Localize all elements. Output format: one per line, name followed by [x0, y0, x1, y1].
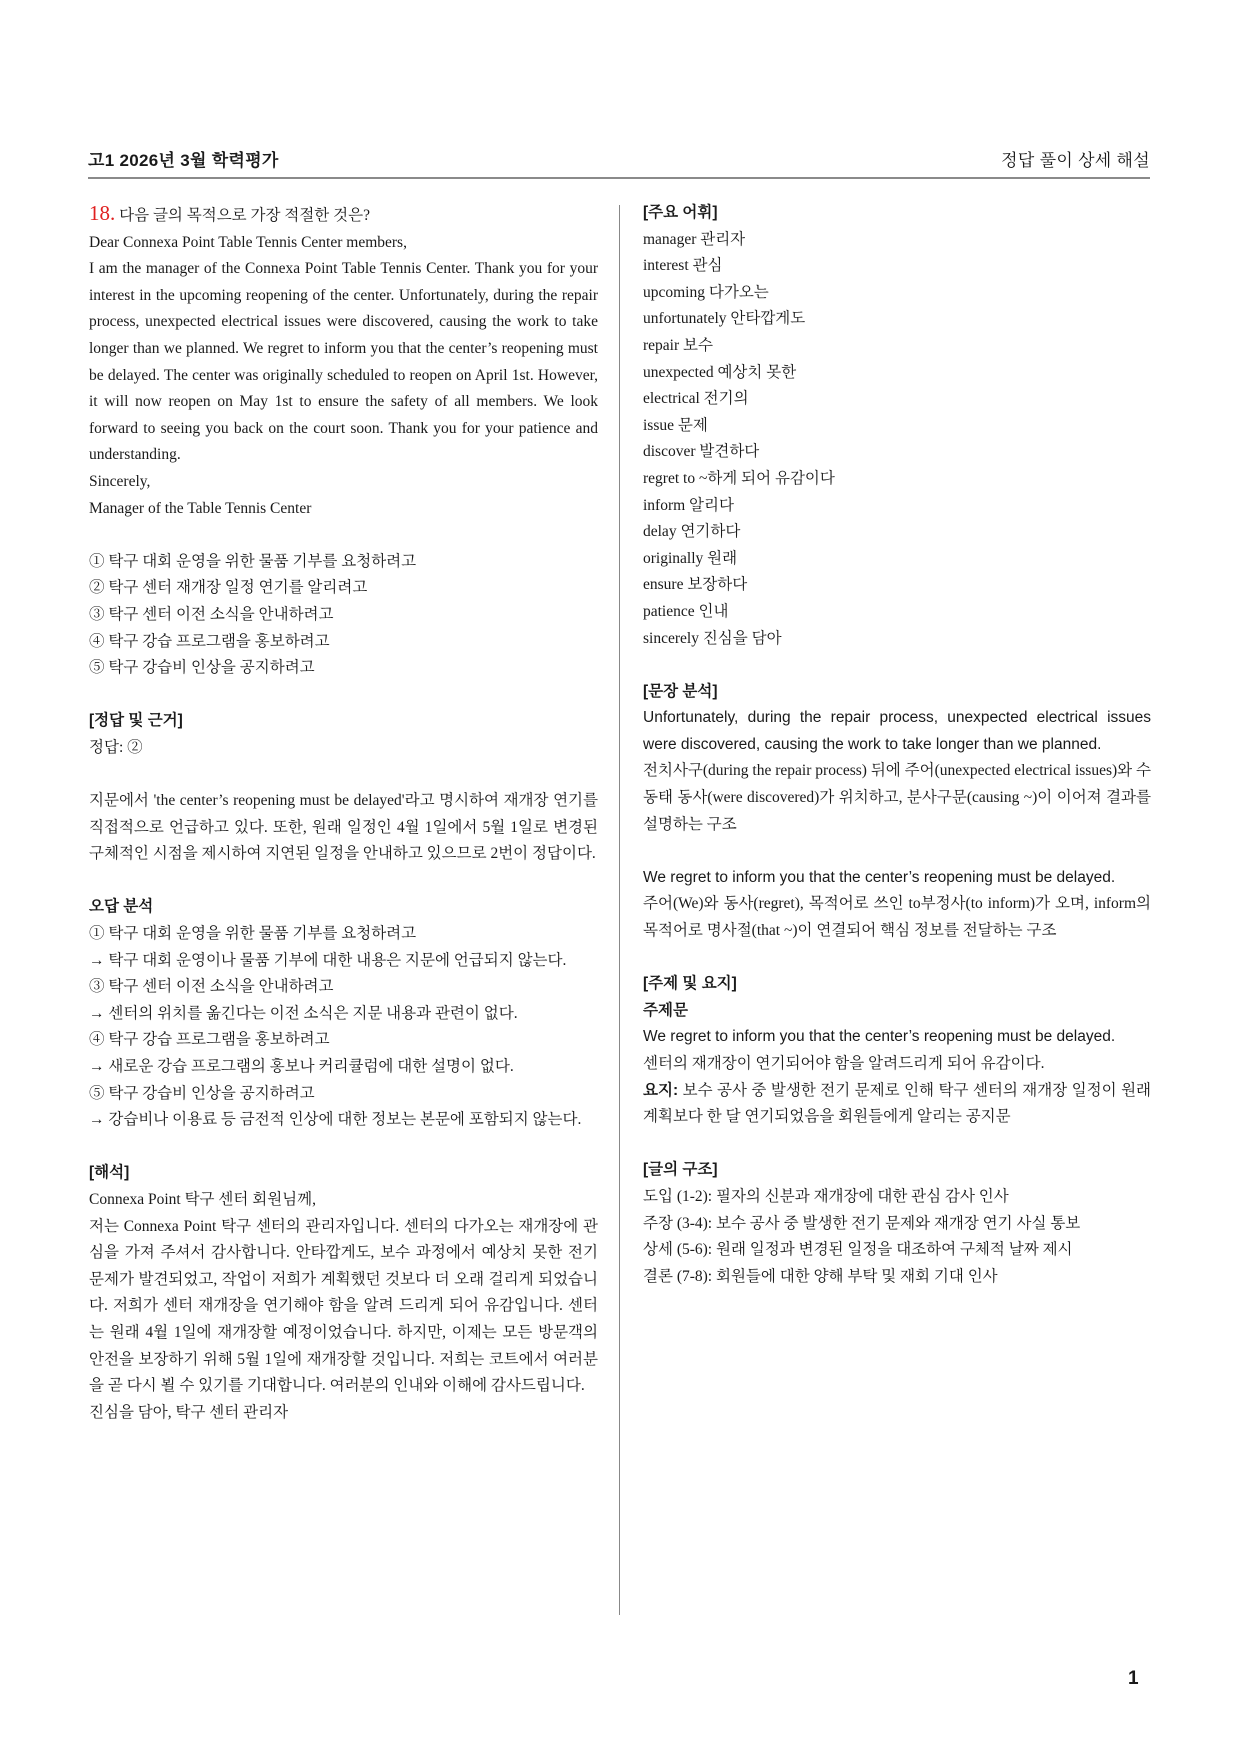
- passage-signature: Manager of the Table Tennis Center: [89, 499, 312, 517]
- choice-1: ① 탁구 대회 운영을 위한 물품 기부를 요청하려고: [89, 552, 417, 570]
- sentence-analysis-heading: [문장 분석]: [643, 682, 718, 700]
- right-column: [643, 200, 1151, 1290]
- topic-sentence: We regret to inform you that the center’s reopening must be delayed.: [643, 1028, 1116, 1046]
- choice-3: ③ 탁구 센터 이전 소식을 안내하려고: [89, 605, 334, 623]
- structure-item-detail: 상세 (5-6): 원래 일정과 변경된 일정을 대조하여 구체적 날짜 제시: [643, 1241, 1073, 1259]
- wrong-choice-5: ⑤ 탁구 강습비 인상을 공지하려고: [89, 1084, 315, 1102]
- wrong-reason-4: → 새로운 강습 프로그램의 홍보나 커리큘럼에 대한 설명이 없다.: [89, 1058, 514, 1075]
- summary: [643, 1078, 1151, 1131]
- passage-body: I am the manager of the Connexa Point Table Tennis Center. Thank you for your interest in the upcoming reopening of the center. Unfortunately, during the repair process, unexpected electrical issues were discovered, causing the work to take longer than we planned. We regret to inform you that the center’s reopening must be delayed. The center was originally scheduled to reopen on April 1st. However, it will now reopen on May 1st to ensure the safety of all members. We look forward to seeing you back on the court soon. Thank you for your patience and understanding.: [89, 260, 598, 464]
- vocabulary-heading: [주요 어휘]: [643, 204, 718, 221]
- structure-item-conclusion: 결론 (7-8): 회원들에 대한 양해 부탁 및 재회 기대 인사: [643, 1267, 998, 1285]
- passage-salutation: Dear Connexa Point Table Tennis Center members,: [89, 233, 407, 251]
- analysis-note-1: 전치사구(during the repair process) 뒤에 주어(unexpected electrical issues)와 수동태 동사(were discovered)가 위치하고, 분사구문(causing ~)이 이어져 결과를 설명하는 구조: [643, 762, 1151, 833]
- vocab-item: repair 보수: [643, 336, 713, 354]
- translation-heading: [해석]: [89, 1164, 130, 1182]
- answer-value: 정답: ②: [89, 738, 143, 756]
- analyzed-sentence-1: Unfortunately, during the repair process, unexpected electrical issues were discovered, causing the work to take longer than we planned.: [643, 709, 1151, 753]
- choice-2: ② 탁구 센터 재개장 일정 연기를 알리려고: [89, 579, 368, 597]
- translation-closing: 진심을 담아, 탁구 센터 관리자: [89, 1403, 289, 1421]
- sentence-analysis-section: [643, 679, 1151, 945]
- wrong-reason-5: → 강습비나 이용료 등 금전적 인상에 대한 정보는 본문에 포함되지 않는다.: [89, 1111, 582, 1129]
- question-number: 18.: [89, 201, 116, 225]
- question-text: 다음 글의 목적으로 가장 적절한 것은?: [119, 207, 370, 224]
- vocab-item: delay 연기하다: [643, 523, 741, 541]
- vocab-item: unexpected 예상치 못한: [643, 363, 797, 381]
- vocabulary-section: [643, 200, 1151, 652]
- header-divider: [88, 177, 1150, 179]
- wrong-choice-4: ④ 탁구 강습 프로그램을 홍보하려고: [89, 1031, 330, 1049]
- topic-translation: 센터의 재개장이 연기되어야 함을 알려드리게 되어 유감이다.: [643, 1055, 1045, 1072]
- translation-section: [89, 1160, 598, 1426]
- structure-section: [643, 1157, 1151, 1290]
- vocab-item: unfortunately 안타깝게도: [643, 310, 806, 328]
- vocab-item: sincerely 진심을 담아: [643, 629, 782, 647]
- topic-summary-section: [643, 971, 1151, 1131]
- summary-label: 요지:: [643, 1081, 679, 1099]
- page-header: [88, 146, 1150, 176]
- wrong-analysis-heading: 오답 분석: [89, 898, 154, 916]
- vocab-item: originally 원래: [643, 549, 738, 567]
- exam-title: 고1 2026년 3월 학력평가: [88, 151, 279, 170]
- vocab-item: regret to ~하게 되어 유감이다: [643, 469, 835, 487]
- vocab-item: electrical 전기의: [643, 390, 749, 408]
- page-number: 1: [1128, 1668, 1139, 1689]
- column-divider: [619, 205, 620, 1615]
- wrong-reason-1: → 탁구 대회 운영이나 물품 기부에 대한 내용은 지문에 언급되지 않는다.: [89, 951, 567, 969]
- wrong-answer-analysis: [89, 894, 598, 1133]
- answer-heading: [정답 및 근거]: [89, 712, 183, 730]
- structure-heading: [글의 구조]: [643, 1161, 718, 1179]
- vocab-item: inform 알리다: [643, 496, 734, 514]
- vocab-item: discover 발견하다: [643, 443, 760, 461]
- answer-choices: [89, 549, 598, 682]
- vocab-item: patience 인내: [643, 602, 729, 620]
- left-column: [89, 200, 598, 1426]
- topic-label: 주제문: [643, 1001, 688, 1019]
- wrong-reason-3: → 센터의 위치를 옮긴다는 이전 소식은 지문 내용과 관련이 없다.: [89, 1004, 518, 1022]
- analysis-note-2: 주어(We)와 동사(regret), 목적어로 쓰인 to부정사(to inform)가 오며, inform의 목적어로 명사절(that ~)이 연결되어 핵심 정보를 전달하는 구조: [643, 895, 1151, 940]
- translation-body: 저는 Connexa Point 탁구 센터의 관리자입니다. 센터의 다가오는 재개장에 관심을 가져 주셔서 감사합니다. 안타깝게도, 보수 과정에서 예상치 못한 전기 문제가 발견되었고, 작업이 저희가 계획했던 것보다 더 오래 걸리게 되었습니다. 저희가 센터 재개장을 연기해야 함을 알려 드리게 되어 유감입니다. 센터는 원래 4월 1일에 재개장할 예정이었습니다. 하지만, 이제는 모든 방문객의 안전을 보장하기 위해 5월 1일에 재개장할 것입니다. 저희는 코트에서 여러분을 곧 다시 뵐 수 있기를 기대합니다. 여러분의 인내와 이해에 감사드립니다.: [89, 1217, 598, 1395]
- choice-5: ⑤ 탁구 강습비 인상을 공지하려고: [89, 659, 315, 677]
- topic-summary-heading: [주제 및 요지]: [643, 975, 737, 993]
- vocab-item: manager 관리자: [643, 230, 746, 248]
- vocab-item: interest 관심: [643, 257, 723, 275]
- vocab-item: upcoming 다가오는: [643, 283, 769, 301]
- answer-section: [89, 708, 598, 868]
- choice-4: ④ 탁구 강습 프로그램을 홍보하려고: [89, 632, 330, 650]
- vocab-item: issue 문제: [643, 416, 708, 434]
- analyzed-sentence-2: We regret to inform you that the center’s reopening must be delayed.: [643, 868, 1116, 886]
- answer-explanation: 지문에서 'the center’s reopening must be delayed'라고 명시하여 재개장 연기를 직접적으로 언급하고 있다. 또한, 원래 일정인 4월 1일에서 5월 1일로 변경된 구체적인 시점을 제시하여 지연된 일정을 안내하고 있으므로 2번이 정답이다.: [89, 792, 598, 863]
- passage-closing: Sincerely,: [89, 472, 151, 490]
- question-prompt: [89, 200, 598, 230]
- structure-item-intro: 도입 (1-2): 필자의 신분과 재개장에 대한 관심 감사 인사: [643, 1187, 1009, 1205]
- summary-text: 보수 공사 중 발생한 전기 문제로 인해 탁구 센터의 재개장 일정이 원래 계획보다 한 달 연기되었음을 회원들에게 알리는 공지문: [643, 1081, 1152, 1126]
- wrong-choice-1: ① 탁구 대회 운영을 위한 물품 기부를 요청하려고: [89, 925, 417, 943]
- vocab-item: ensure 보장하다: [643, 576, 748, 594]
- translation-salutation: Connexa Point 탁구 센터 회원님께,: [89, 1190, 316, 1208]
- wrong-choice-3: ③ 탁구 센터 이전 소식을 안내하려고: [89, 978, 334, 996]
- passage: [89, 230, 598, 523]
- document-type-title: 정답 풀이 상세 해설: [1001, 151, 1150, 170]
- structure-item-claim: 주장 (3-4): 보수 공사 중 발생한 전기 문제와 재개장 연기 사실 통보: [643, 1214, 1081, 1232]
